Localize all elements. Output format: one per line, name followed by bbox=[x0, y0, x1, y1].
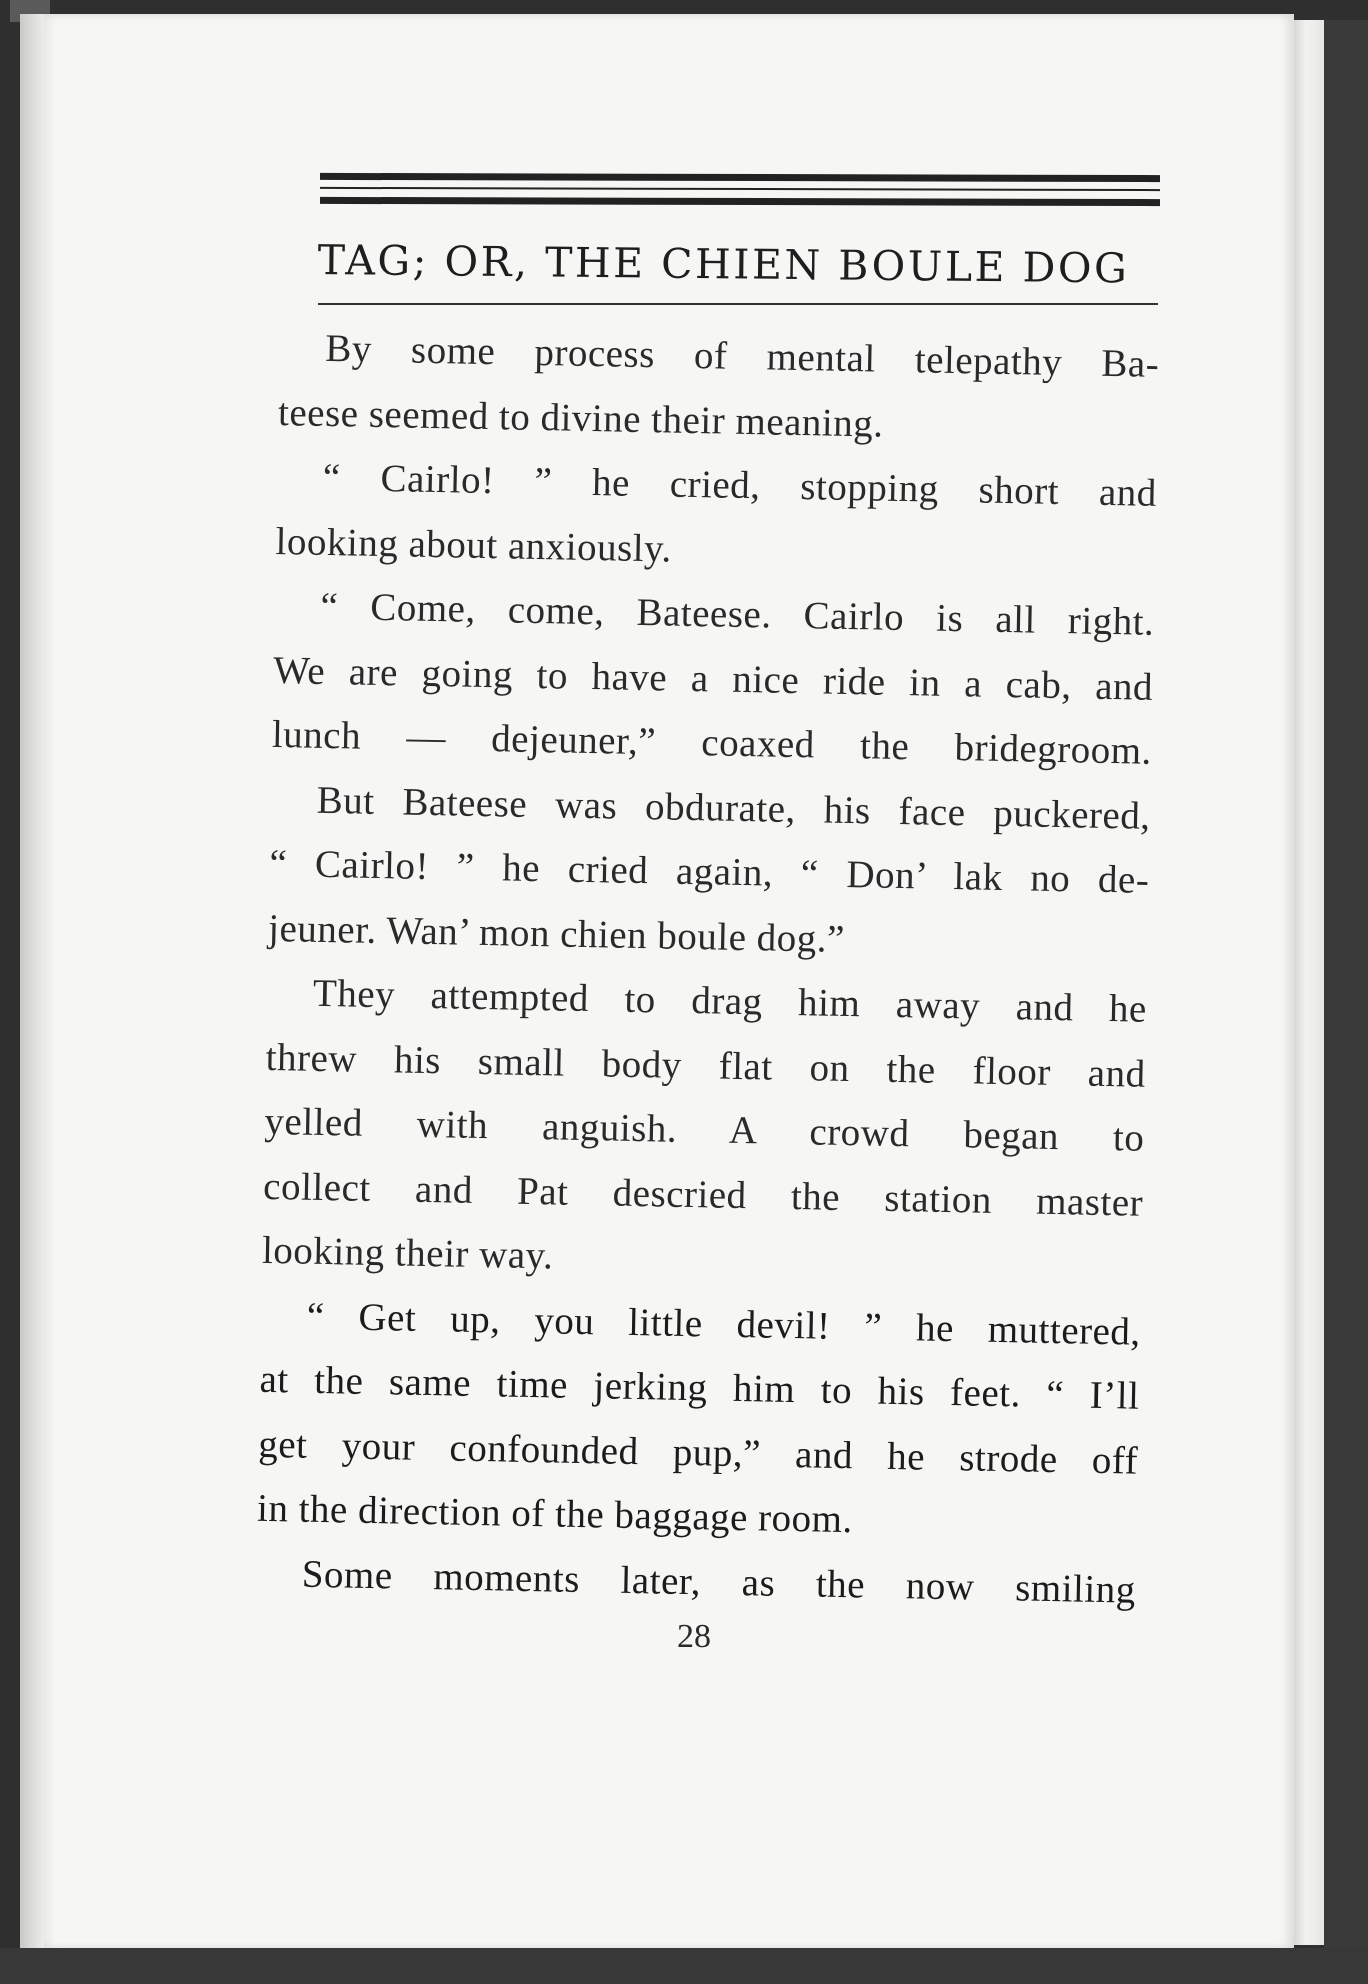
text-line: lunch — dejeuner,” coaxed the bridegroom. bbox=[271, 712, 1153, 773]
text-line: get your confounded pup,” and he strode off bbox=[257, 1422, 1139, 1483]
text-line: teese seemed to divine their meaning. bbox=[277, 390, 884, 446]
text-line: By some process of mental telepathy Ba- bbox=[324, 326, 1160, 386]
body-text bbox=[255, 316, 1160, 1623]
text-line: Some moments later, as the now smiling bbox=[301, 1552, 1137, 1612]
text-line: But Bateese was obdurate, his face puckered, bbox=[316, 778, 1151, 838]
page-right-edge bbox=[1294, 20, 1324, 1945]
text-line: “ Come, come, Bateese. Cairlo is all right. bbox=[320, 584, 1155, 644]
running-head: TAG; OR, THE CHIEN BOULE DOG bbox=[317, 236, 1130, 293]
text-line: jeuner. Wan’ mon chien boule dog.” bbox=[267, 906, 846, 961]
text-line: “ Cairlo! ” he cried, stopping short and bbox=[322, 455, 1158, 515]
text-line: looking about anxiously. bbox=[275, 519, 673, 571]
page-left-edge bbox=[20, 14, 44, 1949]
text-line: at the same time jerking him to his feet. “ I’ll bbox=[259, 1357, 1140, 1418]
text-line: They attempted to drag him away and he bbox=[312, 971, 1148, 1031]
page-number: 28 bbox=[677, 1618, 711, 1655]
scan-bottom-band bbox=[0, 1948, 1368, 1984]
text-line: “ Get up, you little devil! ” he muttered, bbox=[306, 1294, 1142, 1354]
text-line: “ Cairlo! ” he cried again, “ Don’ lak no de- bbox=[269, 841, 1150, 902]
text-line: threw his small body flat on the floor and bbox=[265, 1035, 1147, 1096]
scan-right-margin bbox=[1324, 20, 1368, 1984]
text-line: collect and Pat descried the station master bbox=[262, 1164, 1144, 1225]
text-line: looking their way. bbox=[261, 1228, 554, 1278]
text-line: in the direction of the baggage room. bbox=[256, 1486, 854, 1542]
text-line: We are going to have a nice ride in a cab, and bbox=[272, 648, 1154, 709]
text-line: yelled with anguish. A crowd began to bbox=[264, 1099, 1145, 1160]
header-rule-under bbox=[318, 303, 1158, 305]
